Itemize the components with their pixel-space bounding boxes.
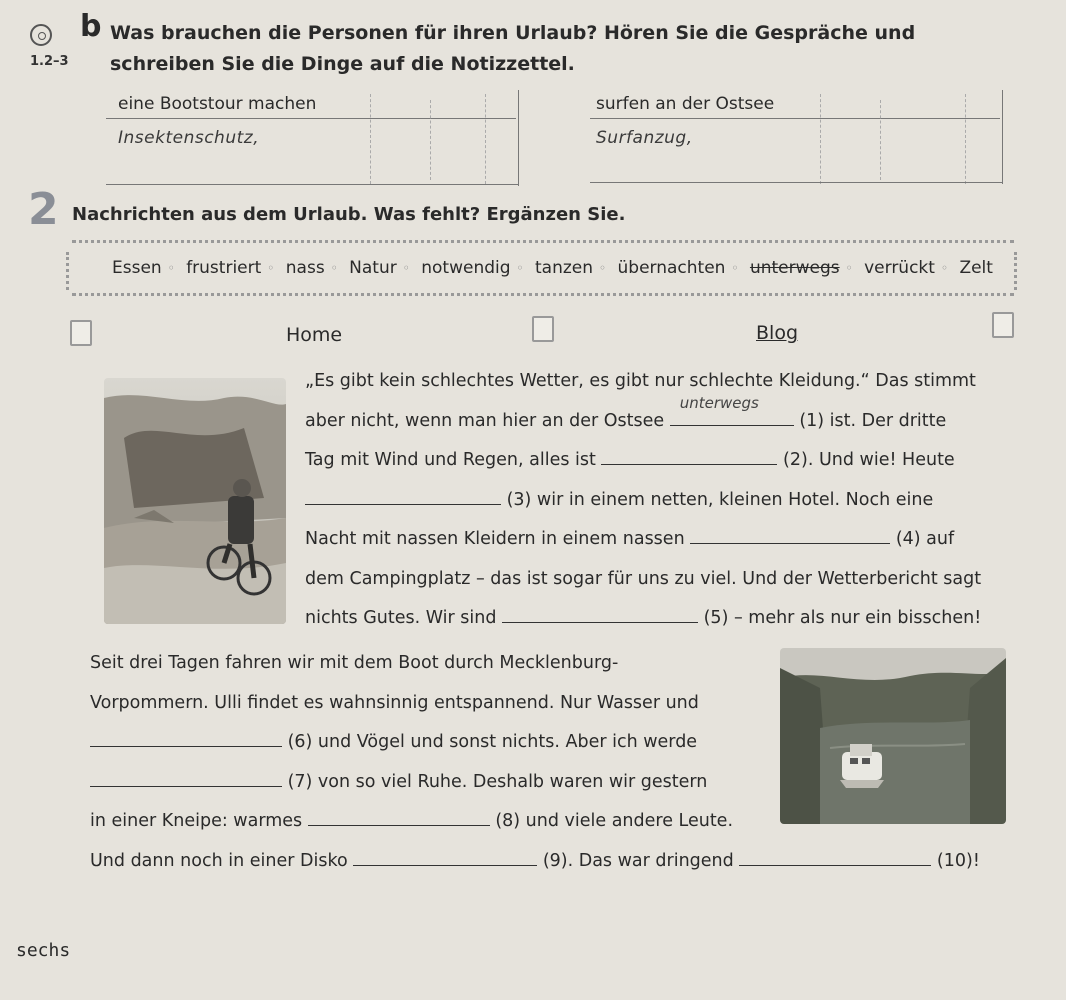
note-card-surfing [590,90,1010,190]
tab-icon [992,312,1014,338]
word-item: nass [285,258,325,278]
word-item: verrückt [864,258,935,278]
text-line: Nacht mit nassen Kleidern in einem nassen (4) auf [305,520,981,560]
text-line: Vorpommern. Ulli findet es wahnsinnig entspannend. Nur Wasser und [90,692,699,713]
note-entry: Surfanzug, [596,128,693,148]
text-line: „Es gibt kein schlechtes Wetter, es gibt nur schlechte Kleidung.“ Das stimmt [305,371,976,391]
word-item: frustriert [186,258,262,278]
gap-6 [90,728,282,747]
text-line: nichts Gutes. Wir sind (5) – mehr als nur ein bisschen! [305,599,981,639]
text-line: dem Campingplatz – das ist sogar für uns zu viel. Und der Wetterbericht sagt [305,568,982,589]
gap-9 [353,847,537,866]
text-line: Und dann noch in einer Disko (9). Das war dringend (10)! [90,842,980,882]
word-list: Essen ◦ frustriert ◦ nass ◦ Natur ◦ notwendig ◦ tanzen ◦ übernachten ◦ unterwegs ◦ verrückt ◦ Zelt [112,258,993,278]
exercise-letter: b [80,9,102,44]
gap-3 [305,486,501,505]
gap-7 [90,768,282,787]
text-line: (7) von so viel Ruhe. Deshalb waren wir gestern [90,763,980,803]
gap-1 [670,394,794,426]
boat-on-river-photo [780,648,1006,824]
gap-1-answer: unterwegs [679,394,759,412]
word-item: notwendig [421,258,511,278]
audio-cd-icon [30,24,52,46]
gap-8 [308,807,490,826]
text-line: Seit drei Tagen fahren wir mit dem Boot durch Mecklenburg- [90,653,619,673]
gap-10 [739,847,931,866]
tab-icon [70,320,92,346]
word-item-crossed-out: unterwegs [749,258,840,278]
word-item: tanzen [535,258,594,278]
word-item: übernachten [617,258,726,278]
text-line: (3) wir in einem netten, kleinen Hotel. Noch eine [305,481,981,521]
note-card-boat-tour [100,90,530,190]
page-number-word: sechs [16,940,71,961]
nav-home-link[interactable]: Home [286,324,343,346]
text-line: Tag mit Wind und Regen, alles ist (2). Und wie! Heute [305,441,981,481]
note-entry: Insektenschutz, [118,128,260,148]
text-line: (6) und Vögel und sonst nichts. Aber ich werde [90,723,980,763]
exercise-b-instruction: Was brauchen die Personen für ihren Urlaub? Hören Sie die Gespräche und schreiben Sie die Dinge auf die Notizzettel. [110,22,916,75]
text-line: in einer Kneipe: warmes (8) und viele andere Leute. [90,802,980,842]
track-number: 1.2–3 [30,54,69,69]
divider [590,118,1000,119]
gap-5 [502,604,698,623]
gap-2 [601,446,777,465]
divider [106,184,518,185]
divider [590,182,1002,183]
tab-icon [532,316,554,342]
note-heading: surfen an der Ostsee [596,94,775,114]
exercise-2-instruction: Nachrichten aus dem Urlaub. Was fehlt? Ergänzen Sie. [72,204,626,225]
divider [106,118,516,119]
cyclist-photo [104,378,286,624]
text-line: aber nicht, wenn man hier an der Ostsee unterwegs (1) ist. Der dritte [305,402,981,442]
word-item: Zelt [959,258,993,278]
note-heading: eine Bootstour machen [118,94,317,114]
word-item: Essen [112,258,162,278]
gap-4 [690,525,890,544]
blog-paragraph-1 [305,362,981,639]
word-item: Natur [349,258,397,278]
nav-blog-link[interactable]: Blog [756,322,798,344]
exercise-number: 2 [28,184,59,235]
